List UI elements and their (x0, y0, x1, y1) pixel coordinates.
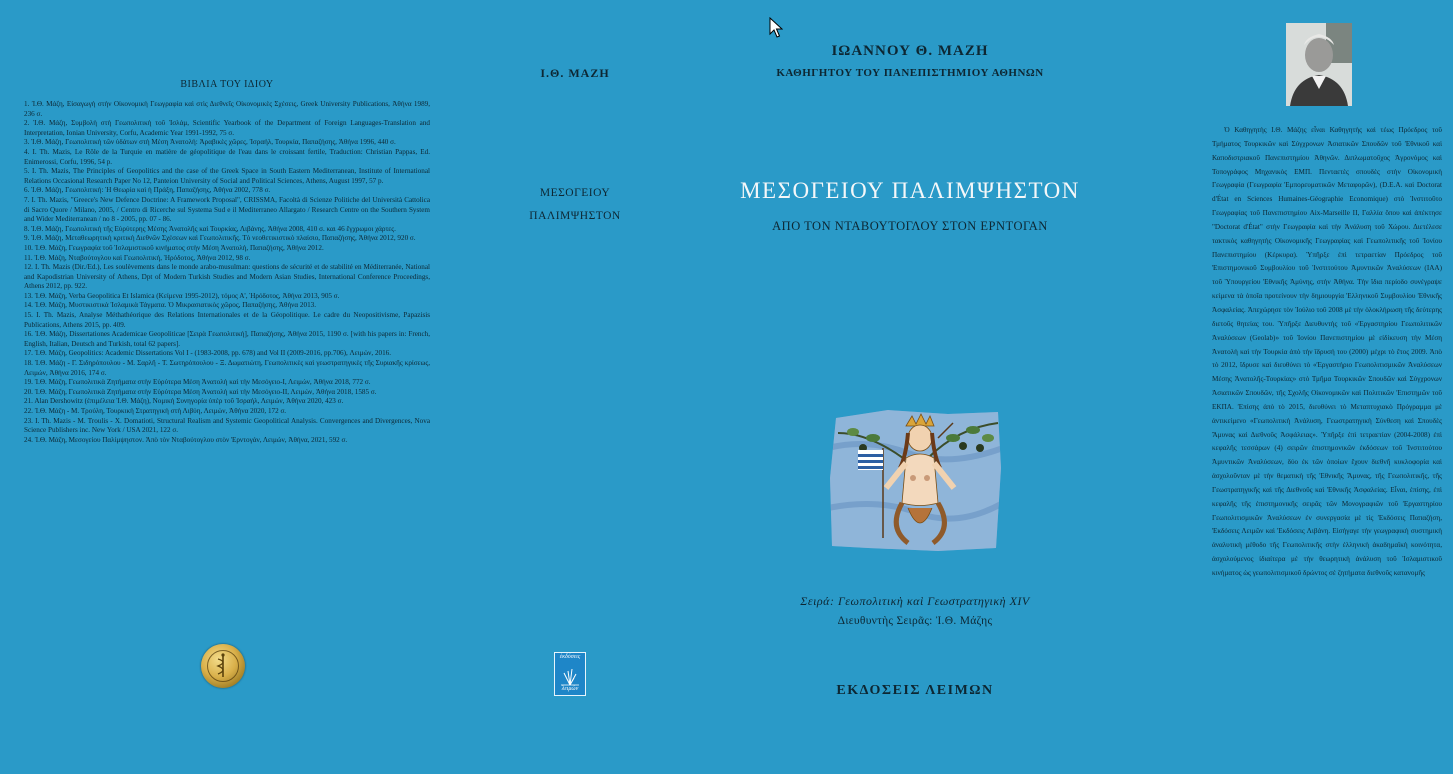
author-portrait-icon (1286, 23, 1352, 106)
author-position: ΚΑΘΗΓΗΤΟΥ ΤΟΥ ΠΑΝΕΠΙΣΤΗΜΙΟΥ ΑΘΗΝΩΝ (776, 67, 1044, 79)
author-photo (1286, 23, 1352, 106)
seal-emblem-icon (201, 644, 245, 688)
author-name: ΙΩΑΝΝΟΥ Θ. ΜΑΖΗ (831, 43, 989, 59)
bibliography-entry: 2. Ἰ.Θ. Μάζη, Συμβολὴ στὴ Γεωπολιτικὴ τοῦ Ἰσλάμ, Scientific Yearbook of the Department of Foreign Languages-Translation and Interpretation, Ionian University, Corfu, Academic Year 1991-1992, 75 σ. (24, 119, 430, 137)
bibliography-entry: 4. I. Th. Mazis, Le Rôle de la Turquie en matière de géopolitique de l'eau dans le croissant fertile, Traduction: Christian Pappas, Ed. Enimerossi, Corfu, 1996, 54 p. (24, 147, 430, 166)
bibliography-entry: 13. Ἰ.Θ. Μάζη, Verba Geopolitica Et Islamica (Κείμενα 1995-2012), τόμος Α', Ἡρόδοτος, Ἀθήνα 2013, 905 σ. (24, 291, 340, 300)
bibliography-entry: 1. Ἰ.Θ. Μάζη, Εἰσαγωγὴ στὴν Οἰκονομικὴ Γεωγραφία καὶ στὶς Διεθνεῖς Οἰκονομικὲς Σχέσεις, Greek University Publications, Ἀθήνα 1989, 236 σ. (24, 100, 430, 118)
cover-artwork (828, 408, 1003, 553)
university-seal (201, 644, 245, 688)
spine-author: Ι.Θ. ΜΑΖΗ (540, 66, 610, 80)
bibliography-entry: 19. Ἰ.Θ. Μάζη, Γεωπολιτικὰ Ζητήματα στὴν Εὐρύτερα Μέση Ἀνατολὴ καὶ τὴν Μεσόγειο-Ι, Λειμών, Ἀθήνα 2018, 772 σ. (24, 378, 371, 387)
spine (485, 0, 665, 774)
bibliography-entry: 18. Ἰ.Θ. Μάζη - Γ. Σιδηρόπουλου - Μ. Σαρλῆ - Τ. Σωτηρόπουλου - Ξ. Δωματιώτη, Γεωπολιτικὲς καὶ γεωστρατηγικὲς τῆς Συριακῆς κρίσεως, Λειμών, Ἀθήνα 2016, 174 σ. (24, 359, 430, 377)
bibliography-entry: 21. Alan Dershowitz (ἐπιμέλεια Ἰ.Θ. Μάζη), Νομικὴ Συνηγορία ὑπὲρ τοῦ Ἰσραήλ, Λειμών, Ἀθήνα 2020, 423 σ. (24, 397, 344, 406)
author-biography: Ὁ Καθηγητὴς Ι.Θ. Μάζης εἶναι Καθηγητὴς καὶ τέως Πρόεδρος τοῦ Τμήματος Τουρκικῶν καὶ Σύγχρονων Ἀσιατικῶν Σπουδῶν τοῦ Ἐθνικοῦ καὶ Καποδιστριακοῦ Πανεπιστημίου Ἀθηνῶν. Διπλωματοῦχος Ἀγρονόμος καὶ Τοπογράφος Μηχανικὸς ΕΜΠ. Πενταετὲς σπουδὲς στὴν Οἰκονομικὴ Γεωγραφία (Γεωγραφία Ἐμπορευματικῶν Μεταφορῶν), (D.E.A. καὶ Doctorat d'État en Sciences Humaines-Géographie Economique) στὸ Ἰνστιτοῦτο Γεωγραφίας τοῦ Πανεπιστημίου Aix-Marseille II, Γαλλία ὅπου καὶ ἀπέκτησε "Doctorat d'État" στὴν Γεωγραφία καὶ τὴν Ἀνάλυση τοῦ Χώρου. Διετέλεσε τακτικὸς καθηγητὴς Οἰκονομικῆς Γεωγραφίας καὶ Γεωπολιτικῆς τοῦ Ἰονίου Πανεπιστημίου (Κέρκυρα). Ὑπῆρξε ἐπὶ τετραετίαν Πρόεδρος τοῦ Ἐπιστημονικοῦ Συμβουλίου τοῦ Ἰνστιτούτου Ἀμυντικῶν Ἀναλύσεων (ΙΑΑ) τοῦ Ὑπουργείου Ἐθνικῆς Ἀμύνης, στὴν Ἀθήνα. Τὴν ἴδια περίοδο συνέγραψε κείμενα τὰ ὁποῖα προτείνουν τὴν δημιουργία Ἑλληνικοῦ Συμβουλίου Ἐθνικῆς Ἀσφαλείας. Ἀπεχώρησε τὸν Ἰούλιο τοῦ 2008 μὲ τὴν ὁλοκλήρωση τῆς δεύτερης διετοῦς θητείας του. Ὑπῆρξε Διευθυντὴς τοῦ «Ἐργαστηρίου Γεωπολιτικῶν Ἀναλύσεων (Geolab)» τοῦ Ἰονίου Πανεπιστημίου μὲ εἰδίκευση τὴν Μέση Ἀνατολὴ καὶ τὴν Τουρκία ἀπὸ τὴν ἵδρυσή του (2000) μέχρι τὸ ἔτος 2009. Ἀπὸ τὸ 2012, ἵδρυσε καὶ διευθύνει τὸ «Ἐργαστήριο Γεωπολιτισμικῶν Ἀναλύσεων Μέσης Ἀνατολῆς-Τουρκίας» στὸ Τμῆμα Τουρκικῶν Σπουδῶν καὶ Σύγχρονων Ἀσιατικῶν Σπουδῶν, τῆς Σχολῆς Οἰκονομικῶν καὶ Πολιτικῶν Ἐπιστημῶν τοῦ ΕΚΠΑ. Ἐπίσης ἀπὸ τὸ 2015, διευθύνει τὸ Μεταπτυχιακὸ Πρόγραμμα μὲ ἀντικείμενο «Γεωπολιτικὴ Ἀνάλυση, Γεωστρατηγικὴ Σύνθεση καὶ Σπουδὲς Ἄμυνας καὶ Διεθνοῦς Ἀσφάλειας». Ὑπῆρξε ἐπὶ τετραετίαν (2004-2008) ἐπὶ κεφαλῆς τεσσάρων (4) σειρῶν ἐπιστημονικῶν ἐκδόσεων τοῦ Ἰνστιτούτου Ἀμυντικῶν Ἀναλύσεων, δύο ἐκ τῶν ὁποίων ἔχουν διεθνῆ κυκλοφορία καὶ ἀσχολοῦνταν μὲ τὴν θεματικὴ τῆς Ἐθνικῆς Ἄμυνας, τῆς Γεωπολιτικῆς, τῆς Γεωστρατηγικῆς καὶ τῆς Διεθνοῦς καὶ Ἐθνικῆς Ἀσφαλείας. Εἶναι, ἐπίσης, ἐπὶ κεφαλῆς τῆς ἐπιστημονικῆς σειρᾶς τῶν Μονογραφιῶν τοῦ Ἐργαστηρίου Γεωπολιτισμικῶν Ἀναλύσεων ἐν συνεργασία μὲ τὶς Ἐκδόσεις Παπαζήση, Ἐκδόσεις Λειμῶν καὶ Ἐκδόσεις Λιβάνη. Εἰσήγαγε τὴν γεωγραφικὴ συστημικὴ ἀναλυτικὴ μέθοδο τῆς Γεωπολιτικῆς στὴν ἑλληνικὴ ἀκαδημαϊκὴ κοινότητα, ἀσχολούμενος ἰδιαίτερα μὲ τὴν θεωρητικὴ ἀνάλυση τοῦ Ἰσλαμιστικοῦ κινήματος ὡς γεωπολιτισμικοῦ δρώντος σὲ ζητήματα διεθνοῦς κατανομῆς (1212, 126, 1442, 577)
bibliography-entry: 14. Ἰ.Θ. Μάζη, Μυστικιστικὰ Ἰσλαμικὰ Τάγματα. Ὁ Μικρασιατικὸς χῶρος, Παπαζήσης, Ἀθήνα 2013. (24, 301, 316, 310)
spine-title-line2: ΠΑΛΙΜΨΗΣΤΟΝ (529, 210, 621, 222)
bibliography-entry: 15. I. Th. Mazis, Analyse Méthathéorique des Relations Internationales et de la Géopolitique. Le cadre du Neopositivisme, Papazisis Publications, Athens 2015, pp. 409. (24, 311, 430, 329)
series-name: Γεωπολιτικὴ καὶ Γεωστρατηγικὴ XIV (837, 594, 1030, 608)
book-subtitle: ΑΠΟ ΤΟΝ ΝΤΑΒΟΥΤΟΓΛΟΥ ΣΤΟΝ ΕΡΝΤΟΓΑΝ (772, 219, 1048, 233)
logo-bottom-text: λειμών (561, 686, 579, 692)
bibliography-entry: 16. Ἰ.Θ. Μάζη, Dissertationes Academicae Geopoliticae [Σειρὰ Γεωπολιτική], Παπαζήσης, Ἀθήνα 2015, 1190 σ. [with his papers in: French, English, Italian, Deutsch and Turkish, total 62 papers]. (24, 330, 430, 348)
book-title: ΜΕΣΟΓΕΙΟΥ ΠΑΛΙΜΨΗΣΤΟΝ (740, 178, 1080, 203)
series-director: Διευθυντὴς Σειρᾶς: Ἰ.Θ. Μάζης (837, 615, 993, 627)
series-label: Σειρά: (800, 594, 835, 608)
grass-icon (555, 663, 585, 687)
books-heading: ΒΙΒΛΙΑ ΤΟΥ ΙΔΙΟΥ (180, 79, 274, 90)
series-line (700, 594, 1130, 609)
back-cover (0, 0, 455, 774)
bibliography-entry: 22. Ἰ.Θ. Μάζη - Μ. Τρούλη, Τουρκικὴ Στρατηγικὴ στὴ Λιβύη, Λειμών, Ἀθήνα 2020, 172 σ. (24, 407, 287, 415)
bibliography-list (24, 100, 430, 445)
bibliography-entry: 24. Ἰ.Θ. Μάζη, Μεσογείου Παλίμψηστον. Ἀπὸ τὸν Νταβούτογλου στὸν Ἐρντογάν, Λειμών, Ἀθήνα, 2021, 592 σ. (24, 435, 348, 444)
publisher-logo (554, 652, 586, 696)
bibliography-entry: 5. I. Th. Mazis, The Principles of Geopolitics and the case of the Greek Space in South Eastern Mediterranean, Institute of International Relations Occasional Research Paper No 12, Panteion University of Social and Political Sciences, Athens, August 1997, 57 p. (24, 167, 430, 185)
front-cover (700, 0, 1120, 774)
publisher-name: ΕΚΔΟΣΕΙΣ ΛΕΙΜΩΝ (836, 683, 994, 698)
mouse-cursor-icon (769, 17, 783, 39)
bibliography-entry: 10. Ἰ.Θ. Μάζη, Γεωγραφία τοῦ Ἰσλαμιστικοῦ κινήματος στὴν Μέση Ἀνατολή, Παπαζήσης, Ἀθήνα 2012. (24, 243, 324, 252)
spine-title-line1: ΜΕΣΟΓΕΙΟΥ (539, 187, 611, 199)
logo-top-text: ἐκδόσεις (559, 654, 581, 660)
bibliography-entry: 3. Ἰ.Θ. Μάζη, Γεωπολιτικὴ τῶν ὑδάτων στὴ Μέση Ἀνατολή: Ἀραβικὲς χῶρες, Ἰσραήλ, Τουρκία, Παπαζήσης, Ἀθήνα 1996, 440 σ. (24, 138, 396, 147)
bibliography-entry: 6. Ἰ.Θ. Μάζη, Γεωπολιτική: Ἡ Θεωρία καὶ ἡ Πράξη, Παπαζήσης, Ἀθήνα 2002, 778 σ. (24, 186, 271, 195)
bibliography-entry: 11. Ἰ.Θ. Μάζη, Νταβούτογλου καὶ Γεωπολιτική, Ἡρόδοτος, Ἀθήνα 2012, 98 σ. (24, 253, 251, 262)
bibliography-entry: 23. I. Th. Mazis - M. Troulis - X. Domatioti, Structural Realism and Systemic Geopolitical Analysis. Convergences and Divergences, Nova Science Publishers inc. New York / USA 2021, 122 σ. (24, 416, 430, 435)
bibliography-entry: 8. Ἰ.Θ. Μάζη, Γεωπολιτικὴ τῆς Εὐρύτερης Μέσης Ἀνατολῆς καὶ Τουρκίας, Λιβάνης, Ἀθήνα 2008, 410 σ. και 46 ἔγχρωμοι χάρτες. (24, 224, 396, 233)
bibliography-entry: 12. I. Th. Mazis (Dir./Ed.), Les soulèvements dans le monde arabo-musulman: questions de sécurité et de stabilité en Méditerranée, National and Kapodistrian University of Athens, Dpt of Modern Turkish Studies and Modern Asian Studies, International Conference Proceedings, Athens 2012, pp. 922. (24, 263, 430, 291)
bibliography-entry: 9. Ἰ.Θ. Μάζη, Μεταθεωρητικὴ κριτικὴ Διεθνῶν Σχέσεων καὶ Γεωπολιτικῆς. Τὸ νεοθετικιστικὸ πλαίσιο, Παπαζήσης, Ἀθήνα 2012, 920 σ. (24, 234, 416, 243)
bibliography-entry: 20. Ἰ.Θ. Μάζη, Γεωπολιτικὰ Ζητήματα στὴν Εὐρύτερα Μέση Ἀνατολὴ καὶ τὴν Μεσόγειο-ΙΙ, Λειμών, Ἀθήνα 2018, 1585 σ. (24, 387, 377, 396)
bibliography-entry: 17. Ἰ.Θ. Μάζη, Geopolitics: Academic Dissertations Vol I - (1983-2008, pp. 678) and Vol II (2009-2016, pp.706), Λειμών, 2016. (24, 349, 392, 358)
bibliography-entry: 7. I. Th. Mazis, "Greece's New Defence Doctrine: A Framework Proposal", CRISSMA, Facoltà di Scienze Politiche del Università Cattolica di Sacro Quore / Milano, 2005, / Centro di Ricerche sul Systema Sud e il Mediterraneo Allargato / Research Centre on the Southern System and Wider Mediterranean / no 8 - 2005, pp. 07 - 86. (24, 195, 430, 224)
inside-flap (1196, 0, 1453, 774)
